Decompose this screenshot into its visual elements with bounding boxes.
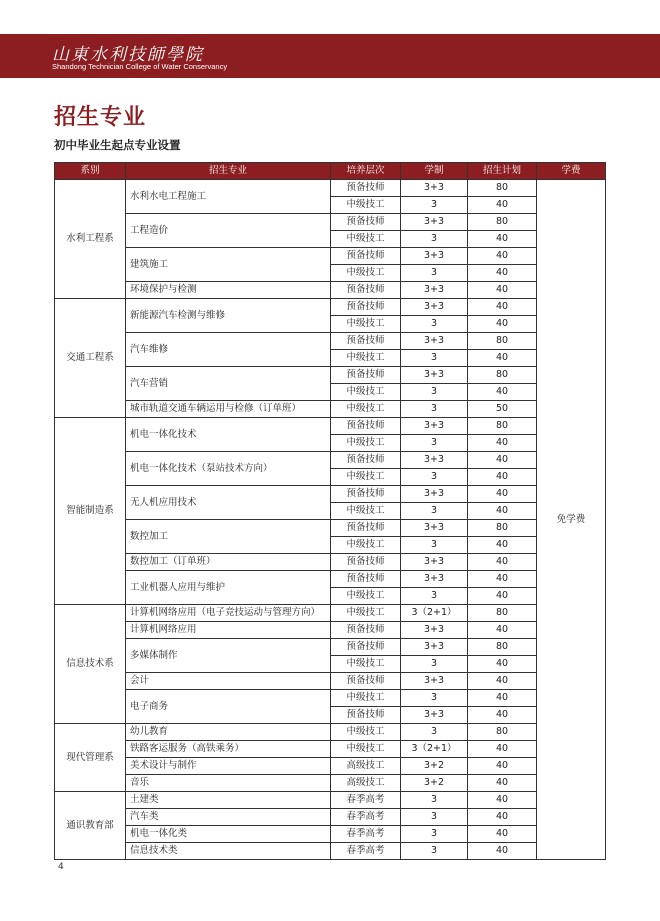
level-cell: 中级技工 bbox=[331, 724, 401, 741]
duration-cell: 3+3 bbox=[401, 673, 468, 690]
duration-cell: 3+3 bbox=[401, 571, 468, 588]
table-row bbox=[55, 622, 606, 639]
plan-cell: 40 bbox=[468, 537, 537, 554]
level-cell: 预备技师 bbox=[331, 248, 401, 265]
column-header-major: 招生专业 bbox=[126, 163, 331, 180]
level-cell: 预备技师 bbox=[331, 673, 401, 690]
column-header-plan: 招生计划 bbox=[468, 163, 537, 180]
table-row bbox=[55, 741, 606, 758]
table-row bbox=[55, 520, 606, 537]
table-body bbox=[55, 180, 606, 860]
plan-cell: 50 bbox=[468, 401, 537, 418]
major-cell: 新能源汽车检测与维修 bbox=[126, 299, 331, 333]
table-row bbox=[55, 673, 606, 690]
duration-cell: 3+3 bbox=[401, 622, 468, 639]
table-row bbox=[55, 299, 606, 316]
major-cell: 铁路客运服务（高铁乘务） bbox=[126, 741, 331, 758]
plan-cell: 40 bbox=[468, 384, 537, 401]
table-row bbox=[55, 452, 606, 469]
major-cell: 无人机应用技术 bbox=[126, 486, 331, 520]
plan-cell: 40 bbox=[468, 231, 537, 248]
level-cell: 春季高考 bbox=[331, 826, 401, 843]
table-row bbox=[55, 367, 606, 384]
major-cell: 工业机器人应用与维护 bbox=[126, 571, 331, 605]
level-cell: 预备技师 bbox=[331, 333, 401, 350]
plan-cell: 40 bbox=[468, 588, 537, 605]
plan-cell: 80 bbox=[468, 639, 537, 656]
table-row bbox=[55, 758, 606, 775]
major-cell: 汽车类 bbox=[126, 809, 331, 826]
major-cell: 幼儿教育 bbox=[126, 724, 331, 741]
column-header-fee: 学费 bbox=[537, 163, 606, 180]
major-cell: 工程造价 bbox=[126, 214, 331, 248]
duration-cell: 3+3 bbox=[401, 214, 468, 231]
level-cell: 春季高考 bbox=[331, 843, 401, 860]
duration-cell: 3 bbox=[401, 792, 468, 809]
level-cell: 春季高考 bbox=[331, 809, 401, 826]
plan-cell: 80 bbox=[468, 214, 537, 231]
level-cell: 预备技师 bbox=[331, 367, 401, 384]
plan-cell: 40 bbox=[468, 741, 537, 758]
level-cell: 预备技师 bbox=[331, 486, 401, 503]
duration-cell: 3 bbox=[401, 384, 468, 401]
duration-cell: 3+3 bbox=[401, 520, 468, 537]
duration-cell: 3（2+1） bbox=[401, 741, 468, 758]
major-cell: 会计 bbox=[126, 673, 331, 690]
major-cell: 机电一体化类 bbox=[126, 826, 331, 843]
major-cell: 信息技术类 bbox=[126, 843, 331, 860]
major-cell: 建筑施工 bbox=[126, 248, 331, 282]
level-cell: 预备技师 bbox=[331, 707, 401, 724]
level-cell: 中级技工 bbox=[331, 503, 401, 520]
duration-cell: 3 bbox=[401, 826, 468, 843]
fee-cell: 免学费 bbox=[537, 180, 606, 860]
plan-cell: 40 bbox=[468, 265, 537, 282]
level-cell: 预备技师 bbox=[331, 639, 401, 656]
level-cell: 中级技工 bbox=[331, 435, 401, 452]
page-number: 4 bbox=[58, 862, 64, 872]
major-cell: 汽车营销 bbox=[126, 367, 331, 401]
plan-cell: 40 bbox=[468, 486, 537, 503]
plan-cell: 80 bbox=[468, 724, 537, 741]
plan-cell: 40 bbox=[468, 435, 537, 452]
plan-cell: 40 bbox=[468, 758, 537, 775]
level-cell: 预备技师 bbox=[331, 622, 401, 639]
school-logo-text: 山東水利技師學院 bbox=[52, 45, 204, 65]
duration-cell: 3 bbox=[401, 724, 468, 741]
major-cell: 计算机网络应用（电子竞技运动与管理方向） bbox=[126, 605, 331, 622]
section-subtitle: 初中毕业生起点专业设置 bbox=[54, 138, 181, 152]
school-name-english: Shandong Technician College of Water Conservancy bbox=[52, 62, 228, 71]
table-row bbox=[55, 180, 606, 197]
level-cell: 中级技工 bbox=[331, 469, 401, 486]
level-cell: 春季高考 bbox=[331, 792, 401, 809]
plan-cell: 40 bbox=[468, 707, 537, 724]
plan-cell: 40 bbox=[468, 299, 537, 316]
table-row bbox=[55, 486, 606, 503]
major-cell: 机电一体化技术（泵站技术方向） bbox=[126, 452, 331, 486]
level-cell: 预备技师 bbox=[331, 554, 401, 571]
level-cell: 预备技师 bbox=[331, 520, 401, 537]
level-cell: 中级技工 bbox=[331, 537, 401, 554]
duration-cell: 3+3 bbox=[401, 282, 468, 299]
plan-cell: 40 bbox=[468, 656, 537, 673]
duration-cell: 3 bbox=[401, 197, 468, 214]
major-cell: 多媒体制作 bbox=[126, 639, 331, 673]
level-cell: 预备技师 bbox=[331, 180, 401, 197]
duration-cell: 3 bbox=[401, 843, 468, 860]
table-row bbox=[55, 282, 606, 299]
plan-cell: 40 bbox=[468, 350, 537, 367]
plan-cell: 40 bbox=[468, 469, 537, 486]
major-cell: 城市轨道交通车辆运用与检修（订单班） bbox=[126, 401, 331, 418]
table-row bbox=[55, 809, 606, 826]
level-cell: 中级技工 bbox=[331, 197, 401, 214]
duration-cell: 3+3 bbox=[401, 554, 468, 571]
department-cell: 通识教育部 bbox=[55, 792, 126, 860]
level-cell: 预备技师 bbox=[331, 571, 401, 588]
duration-cell: 3 bbox=[401, 469, 468, 486]
plan-cell: 40 bbox=[468, 503, 537, 520]
header-banner bbox=[0, 34, 660, 78]
plan-cell: 40 bbox=[468, 673, 537, 690]
level-cell: 中级技工 bbox=[331, 741, 401, 758]
duration-cell: 3+3 bbox=[401, 639, 468, 656]
level-cell: 预备技师 bbox=[331, 452, 401, 469]
duration-cell: 3 bbox=[401, 350, 468, 367]
major-cell: 水利水电工程施工 bbox=[126, 180, 331, 214]
duration-cell: 3+2 bbox=[401, 775, 468, 792]
level-cell: 预备技师 bbox=[331, 214, 401, 231]
level-cell: 中级技工 bbox=[331, 316, 401, 333]
column-header-level: 培养层次 bbox=[331, 163, 401, 180]
column-header-duration: 学制 bbox=[401, 163, 468, 180]
plan-cell: 40 bbox=[468, 690, 537, 707]
department-cell: 水利工程系 bbox=[55, 180, 126, 299]
duration-cell: 3 bbox=[401, 809, 468, 826]
plan-cell: 80 bbox=[468, 605, 537, 622]
table-row bbox=[55, 214, 606, 231]
plan-cell: 40 bbox=[468, 554, 537, 571]
major-cell: 计算机网络应用 bbox=[126, 622, 331, 639]
level-cell: 中级技工 bbox=[331, 690, 401, 707]
table-row bbox=[55, 605, 606, 622]
level-cell: 高级技工 bbox=[331, 758, 401, 775]
level-cell: 中级技工 bbox=[331, 588, 401, 605]
major-cell: 美术设计与制作 bbox=[126, 758, 331, 775]
duration-cell: 3+3 bbox=[401, 180, 468, 197]
duration-cell: 3 bbox=[401, 316, 468, 333]
plan-cell: 80 bbox=[468, 418, 537, 435]
department-cell: 现代管理系 bbox=[55, 724, 126, 792]
major-cell: 数控加工 bbox=[126, 520, 331, 554]
level-cell: 高级技工 bbox=[331, 775, 401, 792]
plan-cell: 40 bbox=[468, 316, 537, 333]
duration-cell: 3 bbox=[401, 435, 468, 452]
plan-cell: 40 bbox=[468, 248, 537, 265]
duration-cell: 3 bbox=[401, 588, 468, 605]
duration-cell: 3+3 bbox=[401, 367, 468, 384]
level-cell: 中级技工 bbox=[331, 384, 401, 401]
major-cell: 机电一体化技术 bbox=[126, 418, 331, 452]
plan-cell: 80 bbox=[468, 180, 537, 197]
table-row bbox=[55, 401, 606, 418]
plan-cell: 40 bbox=[468, 809, 537, 826]
plan-cell: 40 bbox=[468, 792, 537, 809]
table-row bbox=[55, 792, 606, 809]
department-cell: 交通工程系 bbox=[55, 299, 126, 418]
level-cell: 中级技工 bbox=[331, 656, 401, 673]
plan-cell: 40 bbox=[468, 843, 537, 860]
duration-cell: 3 bbox=[401, 401, 468, 418]
duration-cell: 3 bbox=[401, 656, 468, 673]
table-row bbox=[55, 333, 606, 350]
plan-cell: 40 bbox=[468, 571, 537, 588]
department-cell: 智能制造系 bbox=[55, 418, 126, 605]
duration-cell: 3+3 bbox=[401, 333, 468, 350]
plan-cell: 40 bbox=[468, 452, 537, 469]
page-title: 招生专业 bbox=[54, 105, 147, 130]
level-cell: 预备技师 bbox=[331, 418, 401, 435]
level-cell: 中级技工 bbox=[331, 350, 401, 367]
duration-cell: 3（2+1） bbox=[401, 605, 468, 622]
plan-cell: 80 bbox=[468, 333, 537, 350]
level-cell: 中级技工 bbox=[331, 265, 401, 282]
major-cell: 汽车维修 bbox=[126, 333, 331, 367]
duration-cell: 3 bbox=[401, 537, 468, 554]
major-cell: 电子商务 bbox=[126, 690, 331, 724]
table-row bbox=[55, 843, 606, 860]
plan-cell: 40 bbox=[468, 826, 537, 843]
table-row bbox=[55, 571, 606, 588]
table-row bbox=[55, 248, 606, 265]
major-cell: 音乐 bbox=[126, 775, 331, 792]
department-cell: 信息技术系 bbox=[55, 605, 126, 724]
duration-cell: 3+3 bbox=[401, 418, 468, 435]
plan-cell: 40 bbox=[468, 282, 537, 299]
table-row bbox=[55, 724, 606, 741]
plan-cell: 40 bbox=[468, 775, 537, 792]
column-header-department: 系别 bbox=[55, 163, 126, 180]
duration-cell: 3 bbox=[401, 503, 468, 520]
plan-cell: 80 bbox=[468, 520, 537, 537]
level-cell: 中级技工 bbox=[331, 231, 401, 248]
table-row bbox=[55, 826, 606, 843]
major-cell: 土建类 bbox=[126, 792, 331, 809]
table-row bbox=[55, 775, 606, 792]
duration-cell: 3+3 bbox=[401, 248, 468, 265]
duration-cell: 3 bbox=[401, 690, 468, 707]
table-row bbox=[55, 690, 606, 707]
level-cell: 中级技工 bbox=[331, 401, 401, 418]
level-cell: 预备技师 bbox=[331, 299, 401, 316]
table-header-row bbox=[55, 163, 606, 180]
duration-cell: 3+3 bbox=[401, 707, 468, 724]
duration-cell: 3+3 bbox=[401, 299, 468, 316]
plan-cell: 40 bbox=[468, 197, 537, 214]
major-cell: 数控加工（订单班） bbox=[126, 554, 331, 571]
duration-cell: 3+3 bbox=[401, 452, 468, 469]
level-cell: 预备技师 bbox=[331, 282, 401, 299]
plan-cell: 80 bbox=[468, 367, 537, 384]
table-row bbox=[55, 639, 606, 656]
enrollment-table bbox=[54, 162, 606, 860]
plan-cell: 40 bbox=[468, 622, 537, 639]
major-cell: 环境保护与检测 bbox=[126, 282, 331, 299]
duration-cell: 3+3 bbox=[401, 486, 468, 503]
duration-cell: 3 bbox=[401, 265, 468, 282]
level-cell: 中级技工 bbox=[331, 605, 401, 622]
table-row bbox=[55, 418, 606, 435]
duration-cell: 3 bbox=[401, 231, 468, 248]
table-row bbox=[55, 554, 606, 571]
duration-cell: 3+2 bbox=[401, 758, 468, 775]
